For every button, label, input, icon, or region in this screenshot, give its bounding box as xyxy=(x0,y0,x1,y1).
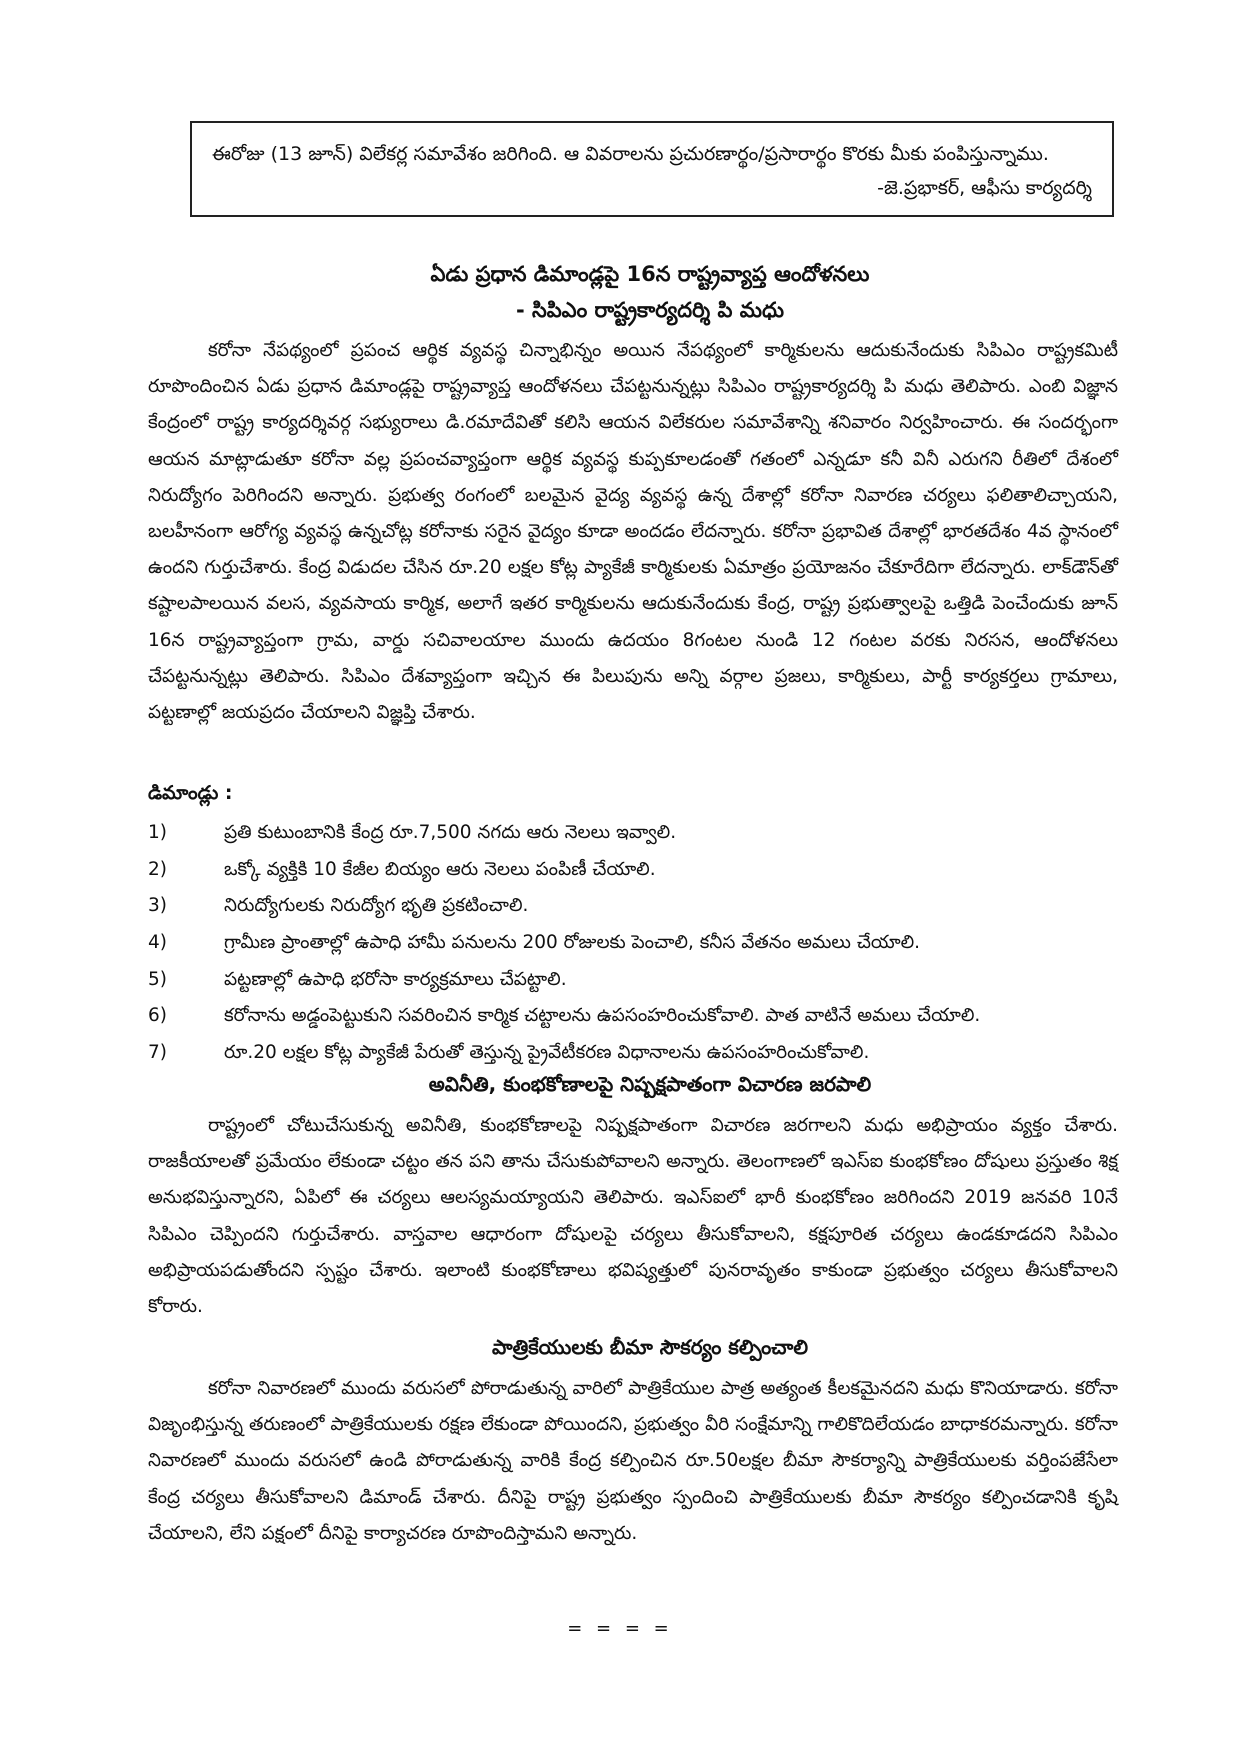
demand-number: 2) xyxy=(148,858,167,880)
headline-byline: - సిపిఎం రాష్ట్రకార్యదర్శి పి మధు xyxy=(515,298,785,322)
demand-number: 3) xyxy=(148,895,167,917)
notice-signature: -జె.ప్రభాకర్‌, ఆఫీసు కార్యదర్శి xyxy=(877,177,1092,199)
notice-box xyxy=(190,121,1114,217)
journalists-subheading: పాత్రికేయులకు బీమా సౌకర్యం కల్పించాలి xyxy=(491,1335,809,1359)
demand-text: గ్రామీణ ప్రాంతాల్లో ఉపాధి హామీ పనులను 200 రోజులకు పెంచాలి, కనీస వేతనం అమలు చేయాలి. xyxy=(224,932,921,954)
demand-item xyxy=(148,925,1118,962)
demand-item xyxy=(148,962,1118,999)
demand-number: 6) xyxy=(148,1005,167,1027)
demands-title: డిమాండ్లు : xyxy=(148,782,233,804)
demand-text: పట్టణాల్లో ఉపాధి భరోసా కార్యక్రమాలు చేపట్టాలి. xyxy=(224,968,567,990)
corruption-subheading: అవినీతి, కుంభకోణాలపై నిష్పక్షపాతంగా విచారణ జరపాలి xyxy=(428,1072,872,1096)
demand-number: 4) xyxy=(148,932,167,954)
demand-text: ప్రతి కుటుంబానికి కేంద్ర రూ.7,500 నగదు ఆరు నెలలు ఇవ్వాలి. xyxy=(224,822,677,843)
demand-number: 5) xyxy=(148,968,167,990)
demand-number: 7) xyxy=(148,1042,167,1064)
journalists-paragraph-block xyxy=(148,1371,1118,1552)
demands-list xyxy=(148,815,1118,1072)
end-mark: = = = = xyxy=(567,1618,673,1639)
notice-text: ఈరోజు (13 జూన్‌) విలేకర్ల సమావేశం జరిగింది. ఆ వివరాలను ప్రచురణార్థం/ప్రసారార్థం కొరకు మీకు పంపిస్తున్నాము. xyxy=(212,143,1049,165)
journalists-paragraph: కరోనా నివారణలో ముందు వరుసలో పోరాడుతున్న వారిలో పాత్రికేయుల పాత్ర అత్యంత కీలకమైనదని మధు కొనియాడారు. కరోనా విజృంభిస్తున్న తరుణంలో పాత్రికేయులకు రక్షణ లేకుండా పోయిందని, ప్రభుత్వం వీరి సంక్షేమాన్ని గాలికొదిలేయడం బాధాకరమన్నారు. కరోనా నివారణలో ముందు వరుసలో ఉండి పోరాడుతున్న వారికి కేంద్ర కల్పించిన రూ.50లక్షల బీమా సౌకర్యాన్ని పాత్రికేయులకు వర్తింపజేసేలా కేంద్ర చర్యలు తీసుకోవాలని డిమాండ్‌ చేశారు. దీనిపై రాష్ట్ర ప్రభుత్వం స్పందించి పాత్రికేయులకు బీమా సౌకర్యం కల్పించడానికి కృషి చేయాలని, లేని పక్షంలో దీనిపై కార్యాచరణ రూపొందిస్తామని అన్నారు. xyxy=(148,1378,1118,1544)
demand-text: ఒక్కో వ్యక్తికి 10 కేజీల బియ్యం ఆరు నెలలు పంపిణీ చేయాలి. xyxy=(224,858,656,880)
corruption-paragraph-block xyxy=(148,1108,1118,1325)
demand-item xyxy=(148,852,1118,889)
intro-paragraph: కరోనా నేపథ్యంలో ప్రపంచ ఆర్థిక వ్యవస్థ చిన్నాభిన్నం అయిన నేపథ్యంలో కార్మికులను ఆదుకునేందుకు సిపిఎం రాష్ట్రకమిటీ రూపొందించిన ఏడు ప్రధాన డిమాండ్లపై రాష్ట్రవ్యాప్త ఆందోళనలు చేపట్టనున్నట్లు సిపిఎం రాష్ట్రకార్యదర్శి పి మధు తెలిపారు. ఎంబి విజ్ఞాన కేంద్రంలో రాష్ట్ర కార్యదర్శివర్గ సభ్యురాలు డి.రమాదేవితో కలిసి ఆయన విలేకరుల సమావేశాన్ని శనివారం నిర్వహించారు. ఈ సందర్భంగా ఆయన మాట్లాడుతూ కరోనా వల్ల ప్రపంచవ్యాప్తంగా ఆర్థిక వ్యవస్థ కుప్పకూలడంతో గతంలో ఎన్నడూ కనీ వినీ ఎరుగని రీతిలో దేశంలో నిరుద్యోగం పెరిగిందని అన్నారు. ప్రభుత్వ రంగంలో బలమైన వైద్య వ్యవస్థ ఉన్న దేశాల్లో కరోనా నివారణ చర్యలు ఫలితాలిచ్చాయని, బలహీనంగా ఆరోగ్య వ్యవస్థ ఉన్నచోట్ల కరోనాకు సరైన వైద్యం కూడా అందడం లేదన్నారు. కరోనా ప్రభావిత దేశాల్లో భారతదేశం 4వ స్థానంలో ఉందని గుర్తుచేశారు. కేంద్ర విడుదల చేసిన రూ.20 లక్షల కోట్ల ప్యాకేజీ కార్మికులకు ఏమాత్రం ప్రయోజనం చేకూరేదిగా లేదన్నారు. లాక్‌డౌన్‌తో కష్టాలపాలయిన వలస, వ్యవసాయ కార్మిక, అలాగే ఇతర కార్మికులను ఆదుకునేందుకు కేంద్ర, రాష్ట్ర ప్రభుత్వాలపై ఒత్తిడి పెంచేందుకు జూన్‌ 16న రాష్ట్రవ్యాప్తంగా గ్రామ, వార్డు సచివాలయాల ముందు ఉదయం 8గంటల నుండి 12 గంటల వరకు నిరసన, ఆందోళనలు చేపట్టనున్నట్లు తెలిపారు. సిపిఎం దేశవ్యాప్తంగా ఇచ్చిన ఈ పిలుపును అన్ని వర్గాల ప్రజలు, కార్మికులు, పార్టీ కార్యకర్తలు గ్రామాలు, పట్టణాల్లో జయప్రదం చేయాలని విజ్ఞప్తి చేశారు. xyxy=(148,340,1118,724)
corruption-paragraph: రాష్ట్రంలో చోటుచేసుకున్న అవినీతి, కుంభకోణాలపై నిష్పక్షపాతంగా విచారణ జరగాలని మధు అభిప్రాయం వ్యక్తం చేశారు. రాజకీయాలతో ప్రమేయం లేకుండా చట్టం తన పని తాను చేసుకుపోవాలని అన్నారు. తెలంగాణలో ఇఎస్‌ఐ కుంభకోణం దోషులు ప్రస్తుతం శిక్ష అనుభవిస్తున్నారని, ఏపిలో ఈ చర్యలు ఆలస్యమయ్యాయని తెలిపారు. ఇఎస్‌ఐలో భారీ కుంభకోణం జరిగిందని 2019 జనవరి 10నే సిపిఎం చెప్పిందని గుర్తుచేశారు. వాస్తవాల ఆధారంగా దోషులపై చర్యలు తీసుకోవాలని, కక్షపూరిత చర్యలు ఉండకూడదని సిపిఎం అభిప్రాయపడుతోందని స్పష్టం చేశారు. ఇలాంటి కుంభకోణాలు భవిష్యత్తులో పునరావృతం కాకుండా ప్రభుత్వం చర్యలు తీసుకోవాలని కోరారు. xyxy=(148,1115,1118,1318)
demand-text: కరోనాను అడ్డంపెట్టుకుని సవరించిన కార్మిక చట్టాలను ఉపసంహరించుకోవాలి. పాత వాటినే అమలు చేయాలి. xyxy=(224,1005,981,1027)
demand-item xyxy=(148,998,1118,1035)
demand-item xyxy=(148,1035,1118,1072)
demand-item xyxy=(148,815,1118,852)
intro-paragraph-block xyxy=(148,333,1118,731)
demand-item xyxy=(148,888,1118,925)
demand-number: 1) xyxy=(148,822,167,843)
demand-text: రూ.20 లక్షల కోట్ల ప్యాకేజీ పేరుతో తెస్తున్న ప్రైవేటీకరణ విధానాలను ఉపసంహరించుకోవాలి. xyxy=(224,1042,870,1064)
headline-title: ఏడు ప్రధాన డిమాండ్లపై 16న రాష్ట్రవ్యాప్త ఆందోళనలు xyxy=(430,262,870,286)
demand-text: నిరుద్యోగులకు నిరుద్యోగ భృతి ప్రకటించాలి. xyxy=(224,895,529,917)
